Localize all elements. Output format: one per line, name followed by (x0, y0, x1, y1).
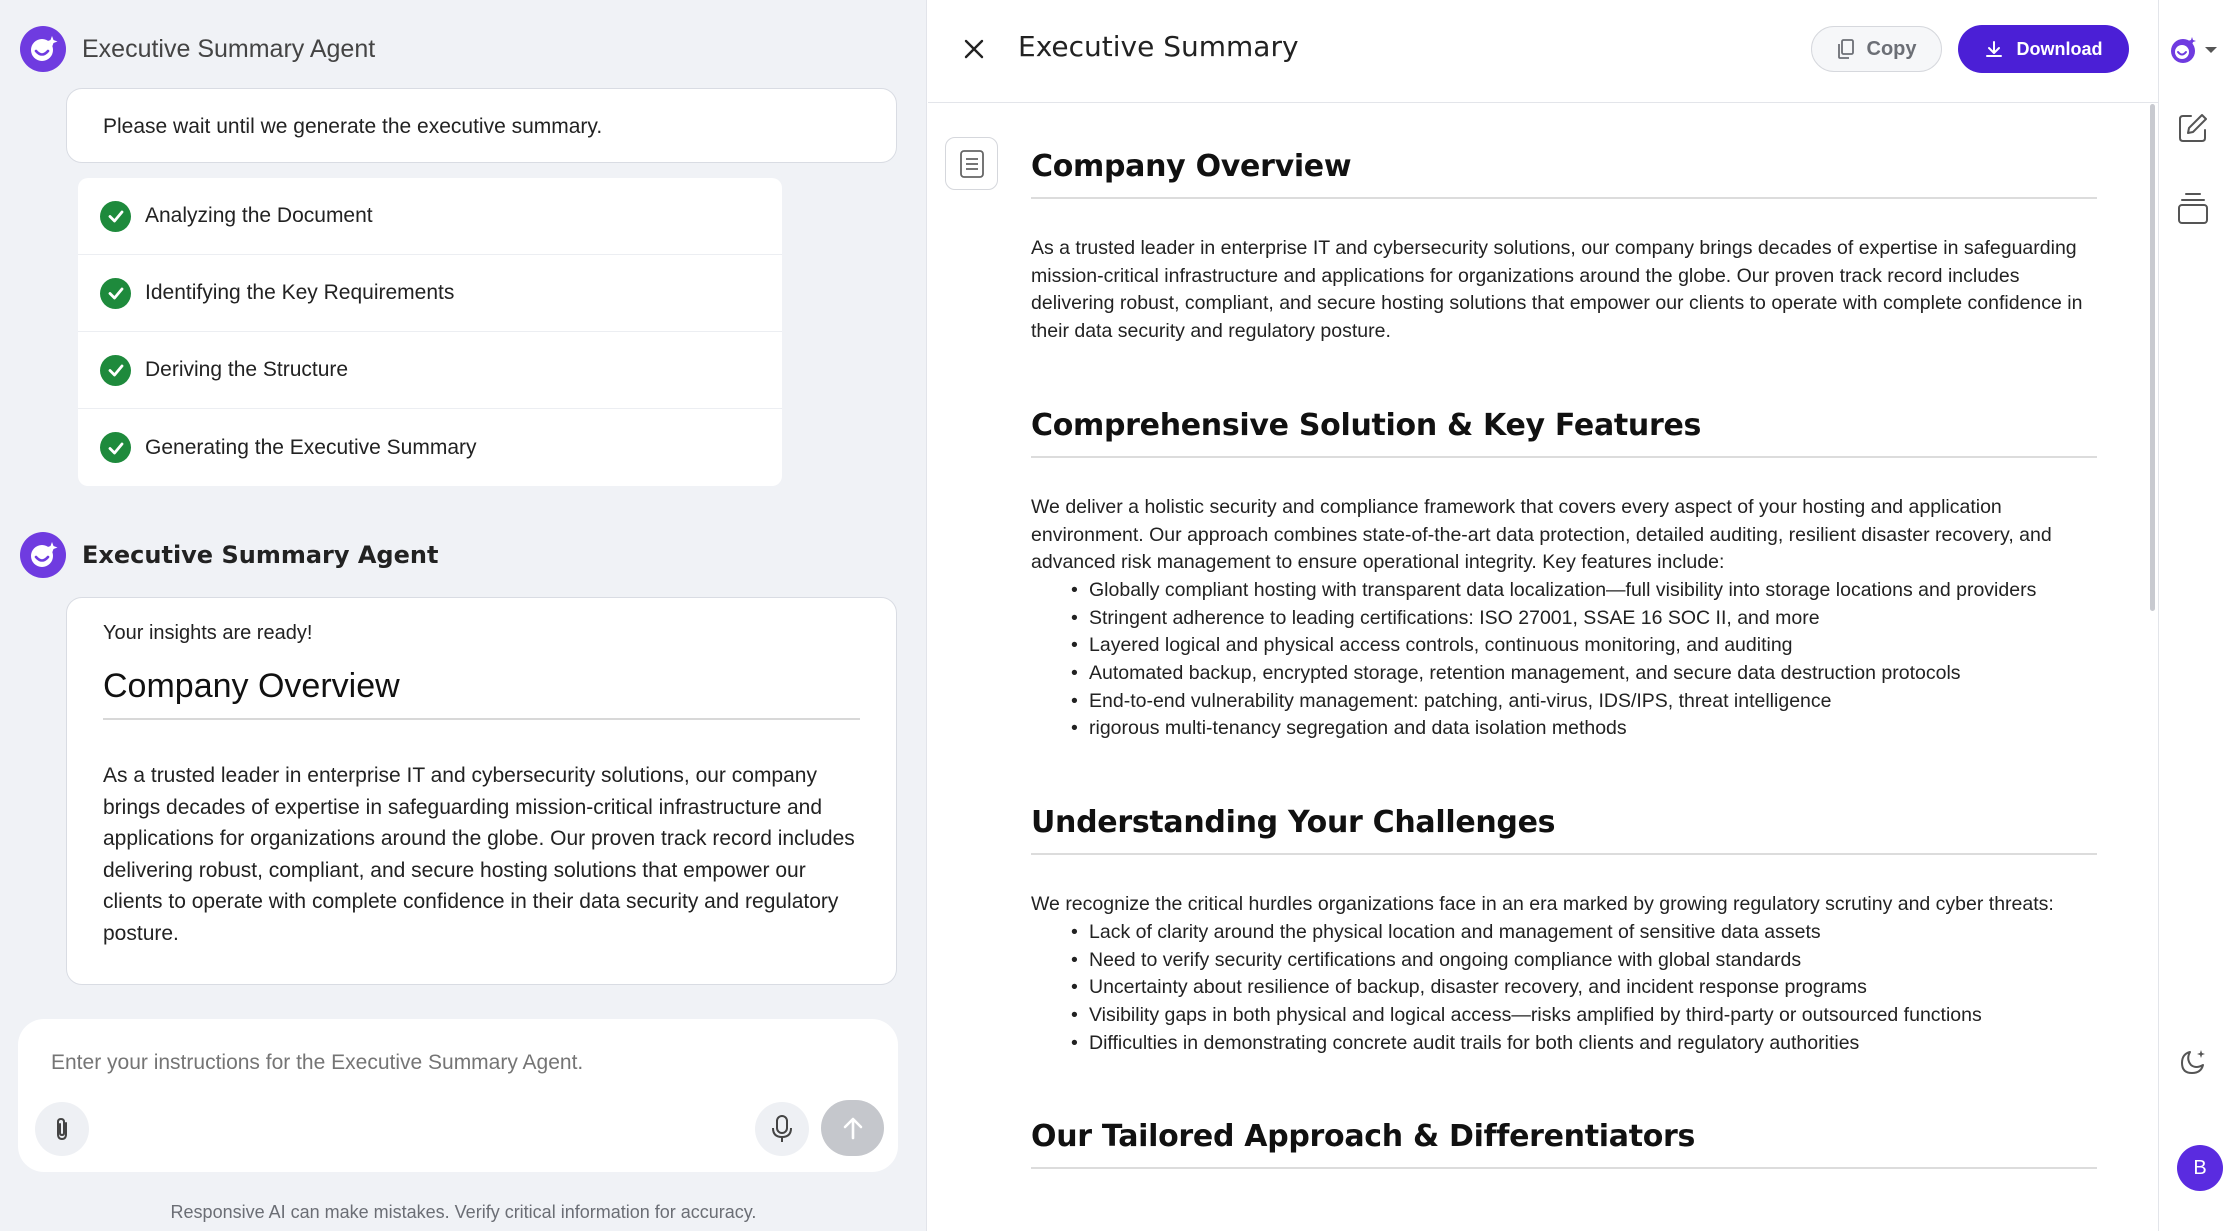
history-button[interactable] (2171, 186, 2215, 230)
list-item: • Visibility gaps in both physical and logical access—risks amplified by third-party or outsourced functions (1071, 1002, 2097, 1030)
agent-logo-icon (26, 538, 60, 572)
document-panel (928, 0, 2158, 1231)
section-heading: Our Tailored Approach & Differentiators (1031, 1119, 2097, 1169)
theme-toggle[interactable] (2171, 1040, 2215, 1084)
copy-icon (1837, 39, 1855, 59)
section-approach (1031, 1119, 2097, 1169)
result-heading: Company Overview (103, 667, 860, 720)
side-rail (2158, 0, 2227, 1231)
scrollbar[interactable] (2150, 104, 2155, 611)
document-header (928, 0, 2158, 103)
section-solution-features (1031, 408, 2097, 743)
wait-message (66, 88, 897, 163)
instruction-input[interactable] (51, 1051, 851, 1075)
document-icon (959, 149, 985, 179)
check-circle-icon (100, 355, 131, 386)
document-title: Executive Summary (1018, 30, 1299, 63)
feature-list (1071, 577, 2097, 743)
agent-logo-icon (26, 32, 60, 66)
document-outline-button[interactable] (945, 137, 998, 190)
stack-icon (2177, 191, 2209, 225)
list-item: • rigorous multi-tenancy segregation and data isolation methods (1071, 715, 2097, 743)
list-item: • Automated backup, encrypted storage, retention management, and secure data destruction protocols (1071, 660, 2097, 688)
copy-button[interactable] (1811, 26, 1942, 72)
microphone-icon (771, 1114, 793, 1144)
agent-avatar (20, 532, 66, 578)
progress-steps (78, 178, 782, 486)
download-icon (1985, 40, 2003, 58)
step-label: Deriving the Structure (145, 358, 349, 381)
section-body: We deliver a holistic security and compliance framework that covers every aspect of your hosting and application environment. Our approach combines state-of-the-art data protection, detailed auditing, resilient disaster recovery, and advanced risk management to ensure operational integrity. Key features include: (1031, 495, 2052, 574)
agent-name: Executive Summary Agent (82, 34, 376, 63)
user-avatar[interactable] (2177, 1145, 2223, 1191)
chat-panel (0, 0, 927, 1231)
disclaimer: Responsive AI can make mistakes. Verify critical information for accuracy. (170, 1202, 757, 1222)
list-item: • Layered logical and physical access controls, continuous monitoring, and auditing (1071, 632, 2097, 660)
composer (18, 1019, 898, 1172)
send-button[interactable] (821, 1100, 884, 1156)
section-heading: Company Overview (1031, 149, 2097, 199)
challenge-list (1071, 919, 2097, 1058)
close-button[interactable] (958, 33, 990, 65)
section-body: We recognize the critical hurdles organizations face in an era marked by growing regulatory scrutiny and cyber threats: (1031, 893, 2054, 916)
list-item: • Stringent adherence to leading certifications: ISO 27001, SSAE 16 SOC II, and more (1071, 605, 2097, 633)
agent-switcher[interactable] (2169, 28, 2219, 72)
check-circle-icon (100, 432, 131, 463)
list-item: • Globally compliant hosting with transparent data localization—full visibility into storage locations and providers (1071, 577, 2097, 605)
section-body: As a trusted leader in enterprise IT and cybersecurity solutions, our company brings decades of expertise in safeguarding mission-critical infrastructure and applications for organizations around the globe. Our proven track record includes delivering robust, compliant, and secure hosting solutions that empower our clients to operate with complete confidence in their data security and regulatory posture. (1031, 237, 2083, 343)
document-body[interactable] (928, 104, 2158, 1231)
step-item (78, 178, 782, 255)
section-challenges (1031, 805, 2097, 1057)
arrow-up-icon (841, 1115, 865, 1141)
agent-logo-icon (2169, 35, 2219, 65)
check-circle-icon (100, 201, 131, 232)
paperclip-icon (50, 1115, 74, 1143)
user-initial: B (2193, 1156, 2207, 1179)
agent-name: Executive Summary Agent (82, 541, 439, 569)
new-chat-button[interactable] (2171, 106, 2215, 150)
copy-label: Copy (1866, 37, 1917, 60)
list-item: • Uncertainty about resilience of backup, disaster recovery, and incident response programs (1071, 974, 2097, 1002)
section-company-overview (1031, 149, 2097, 346)
section-heading: Understanding Your Challenges (1031, 805, 2097, 855)
document-content (1031, 149, 2097, 1231)
wait-message-text: Please wait until we generate the executive summary. (103, 115, 603, 138)
edit-icon (2177, 112, 2209, 144)
section-heading: Comprehensive Solution & Key Features (1031, 408, 2097, 458)
step-label: Identifying the Key Requirements (145, 281, 455, 304)
check-circle-icon (100, 278, 131, 309)
result-message (66, 597, 897, 985)
step-item (78, 409, 782, 486)
step-label: Generating the Executive Summary (145, 435, 477, 459)
attach-button[interactable] (35, 1102, 89, 1156)
download-label: Download (2016, 38, 2103, 59)
microphone-button[interactable] (755, 1102, 809, 1156)
agent-header (20, 26, 375, 72)
ready-text: Your insights are ready! (103, 622, 313, 644)
list-item: • Lack of clarity around the physical location and management of sensitive data assets (1071, 919, 2097, 947)
agent-avatar (20, 26, 66, 72)
agent-header (20, 532, 438, 578)
close-icon (963, 38, 985, 60)
step-item (78, 255, 782, 332)
list-item: • End-to-end vulnerability management: patching, anti-virus, IDS/IPS, threat intelligence (1071, 688, 2097, 716)
step-label: Analyzing the Document (145, 204, 373, 227)
chevron-down-icon (2205, 47, 2217, 53)
list-item: • Difficulties in demonstrating concrete audit trails for both clients and regulatory authorities (1071, 1030, 2097, 1058)
download-button[interactable] (1958, 25, 2129, 73)
result-body: As a trusted leader in enterprise IT and cybersecurity solutions, our company brings decades of expertise in safeguarding mission-critical infrastructure and applications for organizations around the globe. Our proven track record includes delivering robust, compliant, and secure hosting solutions that empower our clients to operate with complete confidence in their data security and regulatory posture. (103, 764, 855, 945)
moon-icon (2177, 1046, 2209, 1078)
list-item: • Need to verify security certifications and ongoing compliance with global standards (1071, 947, 2097, 975)
step-item (78, 332, 782, 409)
